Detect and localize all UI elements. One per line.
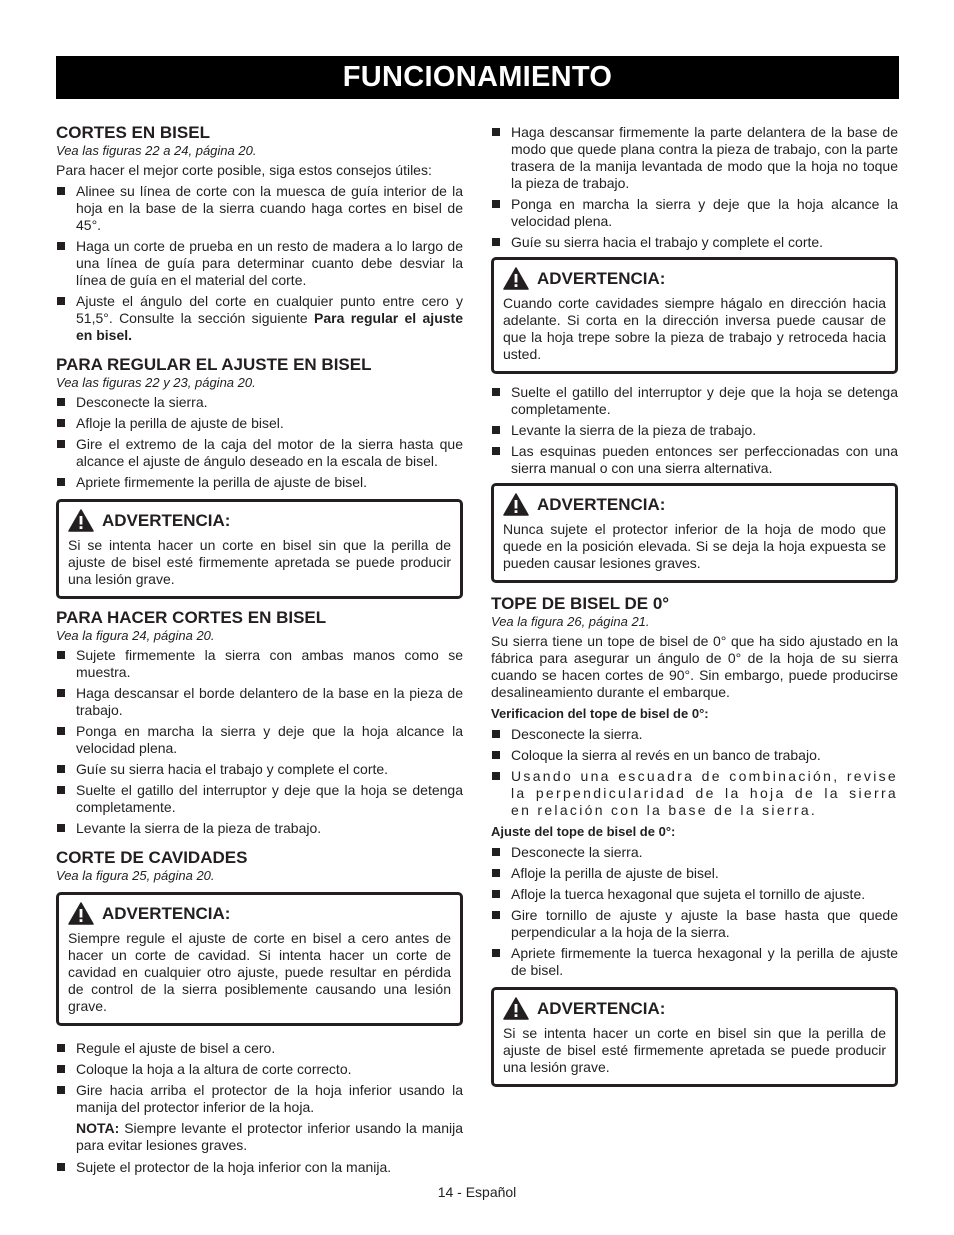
list-item: Ajuste el ángulo del corte en cualquier punto entre cero y 51,5°. Consulte la sección siguiente Para regular el ajuste en bisel.	[56, 293, 463, 344]
list-item: Gire el extremo de la caja del motor de la sierra hasta que alcance el ajuste de ángulo deseado en la escala de bisel.	[56, 436, 463, 470]
list-item: Ponga en marcha la sierra y deje que la hoja alcance la velocidad plena.	[491, 196, 898, 230]
figure-reference: Vea la figura 24, página 20.	[56, 628, 215, 643]
bullet-list	[56, 647, 463, 837]
right-column	[491, 124, 898, 1097]
intro-text: Su sierra tiene un tope de bisel de 0° que ha sido ajustado en la fábrica para asegurar un ángulo de 0° de la hoja de su sierra cuando se hacen cortes de 90°. Sin embargo, puede producirse desalineamiento durante el embarque.	[491, 633, 898, 700]
list-item: Afloje la tuerca hexagonal que sujeta el tornillo de ajuste.	[491, 886, 898, 903]
warning-box	[491, 257, 898, 374]
bullet-list	[491, 844, 898, 979]
bullet-square-icon	[57, 1065, 65, 1073]
warning-text: Si se intenta hacer un corte en bisel sin que la perilla de ajuste de bisel esté firmemente apretada se puede producir una lesión grave.	[503, 1025, 886, 1075]
warning-title: ADVERTENCIA:	[102, 510, 231, 530]
left-column	[56, 124, 463, 1180]
list-item: Apriete firmemente la perilla de ajuste de bisel.	[56, 474, 463, 491]
figure-reference: Vea las figuras 22 y 23, página 20.	[56, 375, 256, 390]
section-tope-bisel	[491, 595, 898, 1087]
bullet-square-icon	[57, 824, 65, 832]
bullet-square-icon	[57, 419, 65, 427]
section-hacer-cortes	[56, 609, 463, 837]
figure-reference: Vea la figura 26, página 21.	[491, 614, 650, 629]
list-item: Afloje la perilla de ajuste de bisel.	[491, 865, 898, 882]
bullet-square-icon	[57, 786, 65, 794]
list-item: Guíe su sierra hacia el trabajo y complete el corte.	[491, 234, 898, 251]
warning-triangle-icon	[68, 509, 94, 532]
bullet-square-icon	[492, 128, 500, 136]
list-item: Levante la sierra de la pieza de trabajo.	[491, 422, 898, 439]
cross-reference: Para regular el ajuste en bisel.	[76, 310, 463, 343]
bullet-square-icon	[57, 1044, 65, 1052]
list-item: Apriete firmemente la tuerca hexagonal y la perilla de ajuste de bisel.	[491, 945, 898, 979]
bullet-list	[56, 183, 463, 344]
bullet-square-icon	[492, 751, 500, 759]
list-item: Desconecte la sierra.	[491, 726, 898, 743]
warning-box	[491, 483, 898, 583]
list-item: Haga un corte de prueba en un resto de madera a lo largo de una línea de guía para determinar cuanto debe desviar la línea de guía en el material del corte.	[56, 238, 463, 289]
list-item: Gire tornillo de ajuste y ajuste la base hasta que quede perpendicular a la hoja de la sierra.	[491, 907, 898, 941]
bullet-square-icon	[57, 478, 65, 486]
bullet-list	[491, 124, 898, 251]
bullet-list	[56, 394, 463, 491]
list-item: Sujete el protector de la hoja inferior con la manija.	[56, 1159, 463, 1176]
section-heading: CORTE DE CAVIDADES	[56, 848, 248, 867]
warning-title: ADVERTENCIA:	[102, 903, 231, 923]
subheading-ajuste: Ajuste del tope de bisel de 0°:	[491, 824, 676, 839]
bullet-square-icon	[492, 949, 500, 957]
bullet-square-icon	[492, 426, 500, 434]
list-item: Haga descansar el borde delantero de la base en la pieza de trabajo.	[56, 685, 463, 719]
list-item: Coloque la hoja a la altura de corte correcto.	[56, 1061, 463, 1078]
warning-triangle-icon	[503, 267, 529, 290]
bullet-list	[491, 726, 898, 819]
list-item: Sujete firmemente la sierra con ambas manos como se muestra.	[56, 647, 463, 681]
bullet-square-icon	[492, 869, 500, 877]
list-item: Levante la sierra de la pieza de trabajo.	[56, 820, 463, 837]
warning-box	[491, 987, 898, 1087]
bullet-list	[491, 384, 898, 477]
list-item: Usando una escuadra de combinación, revise la perpendicularidad de la hoja de la sierra en relación con la base de la sierra.	[491, 768, 898, 819]
bullet-square-icon	[492, 772, 500, 780]
warning-triangle-icon	[503, 997, 529, 1020]
list-item: Afloje la perilla de ajuste de bisel.	[56, 415, 463, 432]
warning-text: Siempre regule el ajuste de corte en bisel a cero antes de hacer un corte de cavidad. Si intenta hacer un corte de cavidad en cualquier otro ajuste, puede resultar en pérdida de control de la sierra posiblemente causando una lesión grave.	[68, 930, 451, 1014]
intro-text: Para hacer el mejor corte posible, siga estos consejos útiles:	[56, 162, 432, 178]
bullet-square-icon	[57, 727, 65, 735]
warning-text: Cuando corte cavidades siempre hágalo en dirección hacia adelante. Si corta en la dirección inversa puede causar de que la hoja trepe sobre la pieza de trabajo y retroceda hacia usted.	[503, 295, 886, 362]
section-regular-ajuste	[56, 356, 463, 599]
subheading-verificacion: Verificacion del tope de bisel de 0°:	[491, 706, 709, 721]
page-title: FUNCIONAMIENTO	[56, 56, 899, 99]
list-item: Gire hacia arriba el protector de la hoja inferior usando la manija del protector inferior de la hoja.	[56, 1082, 463, 1116]
list-item: Las esquinas pueden entonces ser perfeccionadas con una sierra manual o con una sierra alternativa.	[491, 443, 898, 477]
bullet-square-icon	[492, 890, 500, 898]
section-heading: CORTES EN BISEL	[56, 123, 210, 142]
section-heading: TOPE DE BISEL DE 0°	[491, 594, 670, 613]
section-heading: PARA REGULAR EL AJUSTE EN BISEL	[56, 355, 372, 374]
list-item: Guíe su sierra hacia el trabajo y complete el corte.	[56, 761, 463, 778]
bullet-square-icon	[57, 398, 65, 406]
bullet-square-icon	[57, 765, 65, 773]
note-label: NOTA:	[76, 1120, 120, 1136]
bullet-square-icon	[57, 297, 65, 305]
warning-title: ADVERTENCIA:	[537, 268, 666, 288]
list-item: Coloque la sierra al revés en un banco de trabajo.	[491, 747, 898, 764]
list-item: Haga descansar firmemente la parte delantera de la base de modo que quede plana contra la pieza de trabajo, con la parte trasera de la manija levantada de modo que la hoja no toque la pieza de trabajo.	[491, 124, 898, 192]
bullet-square-icon	[57, 187, 65, 195]
warning-text: Nunca sujete el protector inferior de la hoja de modo que quede en la posición elevada. Si se deja la hoja expuesta se pueden causar lesiones graves.	[503, 521, 886, 571]
bullet-square-icon	[492, 848, 500, 856]
warning-title: ADVERTENCIA:	[537, 494, 666, 514]
bullet-square-icon	[492, 238, 500, 246]
section-corte-cavidades	[56, 849, 463, 1176]
list-item: Desconecte la sierra.	[491, 844, 898, 861]
note: NOTA: Siempre levante el protector inferior usando la manija para evitar lesiones graves.	[76, 1120, 463, 1153]
warning-box	[56, 892, 463, 1026]
list-item: Desconecte la sierra.	[56, 394, 463, 411]
bullet-square-icon	[492, 447, 500, 455]
list-item: Ponga en marcha la sierra y deje que la hoja alcance la velocidad plena.	[56, 723, 463, 757]
list-item: Suelte el gatillo del interruptor y deje que la hoja se detenga completamente.	[491, 384, 898, 418]
figure-reference: Vea las figuras 22 a 24, página 20.	[56, 143, 257, 158]
bullet-square-icon	[492, 911, 500, 919]
bullet-list	[56, 1159, 463, 1176]
bullet-square-icon	[57, 440, 65, 448]
bullet-square-icon	[57, 242, 65, 250]
bullet-list	[56, 1040, 463, 1116]
bullet-square-icon	[492, 388, 500, 396]
bullet-square-icon	[492, 200, 500, 208]
warning-triangle-icon	[503, 493, 529, 516]
list-item: Alinee su línea de corte con la muesca de guía interior de la hoja en la base de la sierra cuando haga cortes en bisel de 45°.	[56, 183, 463, 234]
page-number: 14 - Español	[437, 1184, 517, 1200]
list-item: Regule el ajuste de bisel a cero.	[56, 1040, 463, 1057]
warning-title: ADVERTENCIA:	[537, 998, 666, 1018]
list-item: Suelte el gatillo del interruptor y deje que la hoja se detenga completamente.	[56, 782, 463, 816]
warning-triangle-icon	[68, 902, 94, 925]
bullet-square-icon	[57, 689, 65, 697]
bullet-square-icon	[57, 651, 65, 659]
warning-box	[56, 499, 463, 599]
figure-reference: Vea la figura 25, página 20.	[56, 868, 215, 883]
bullet-square-icon	[57, 1163, 65, 1171]
section-cortes-en-bisel	[56, 124, 463, 344]
bullet-square-icon	[57, 1086, 65, 1094]
warning-text: Si se intenta hacer un corte en bisel sin que la perilla de ajuste de bisel esté firmemente apretada se puede producir una lesión grave.	[68, 537, 451, 587]
section-heading: PARA HACER CORTES EN BISEL	[56, 608, 327, 627]
bullet-square-icon	[492, 730, 500, 738]
